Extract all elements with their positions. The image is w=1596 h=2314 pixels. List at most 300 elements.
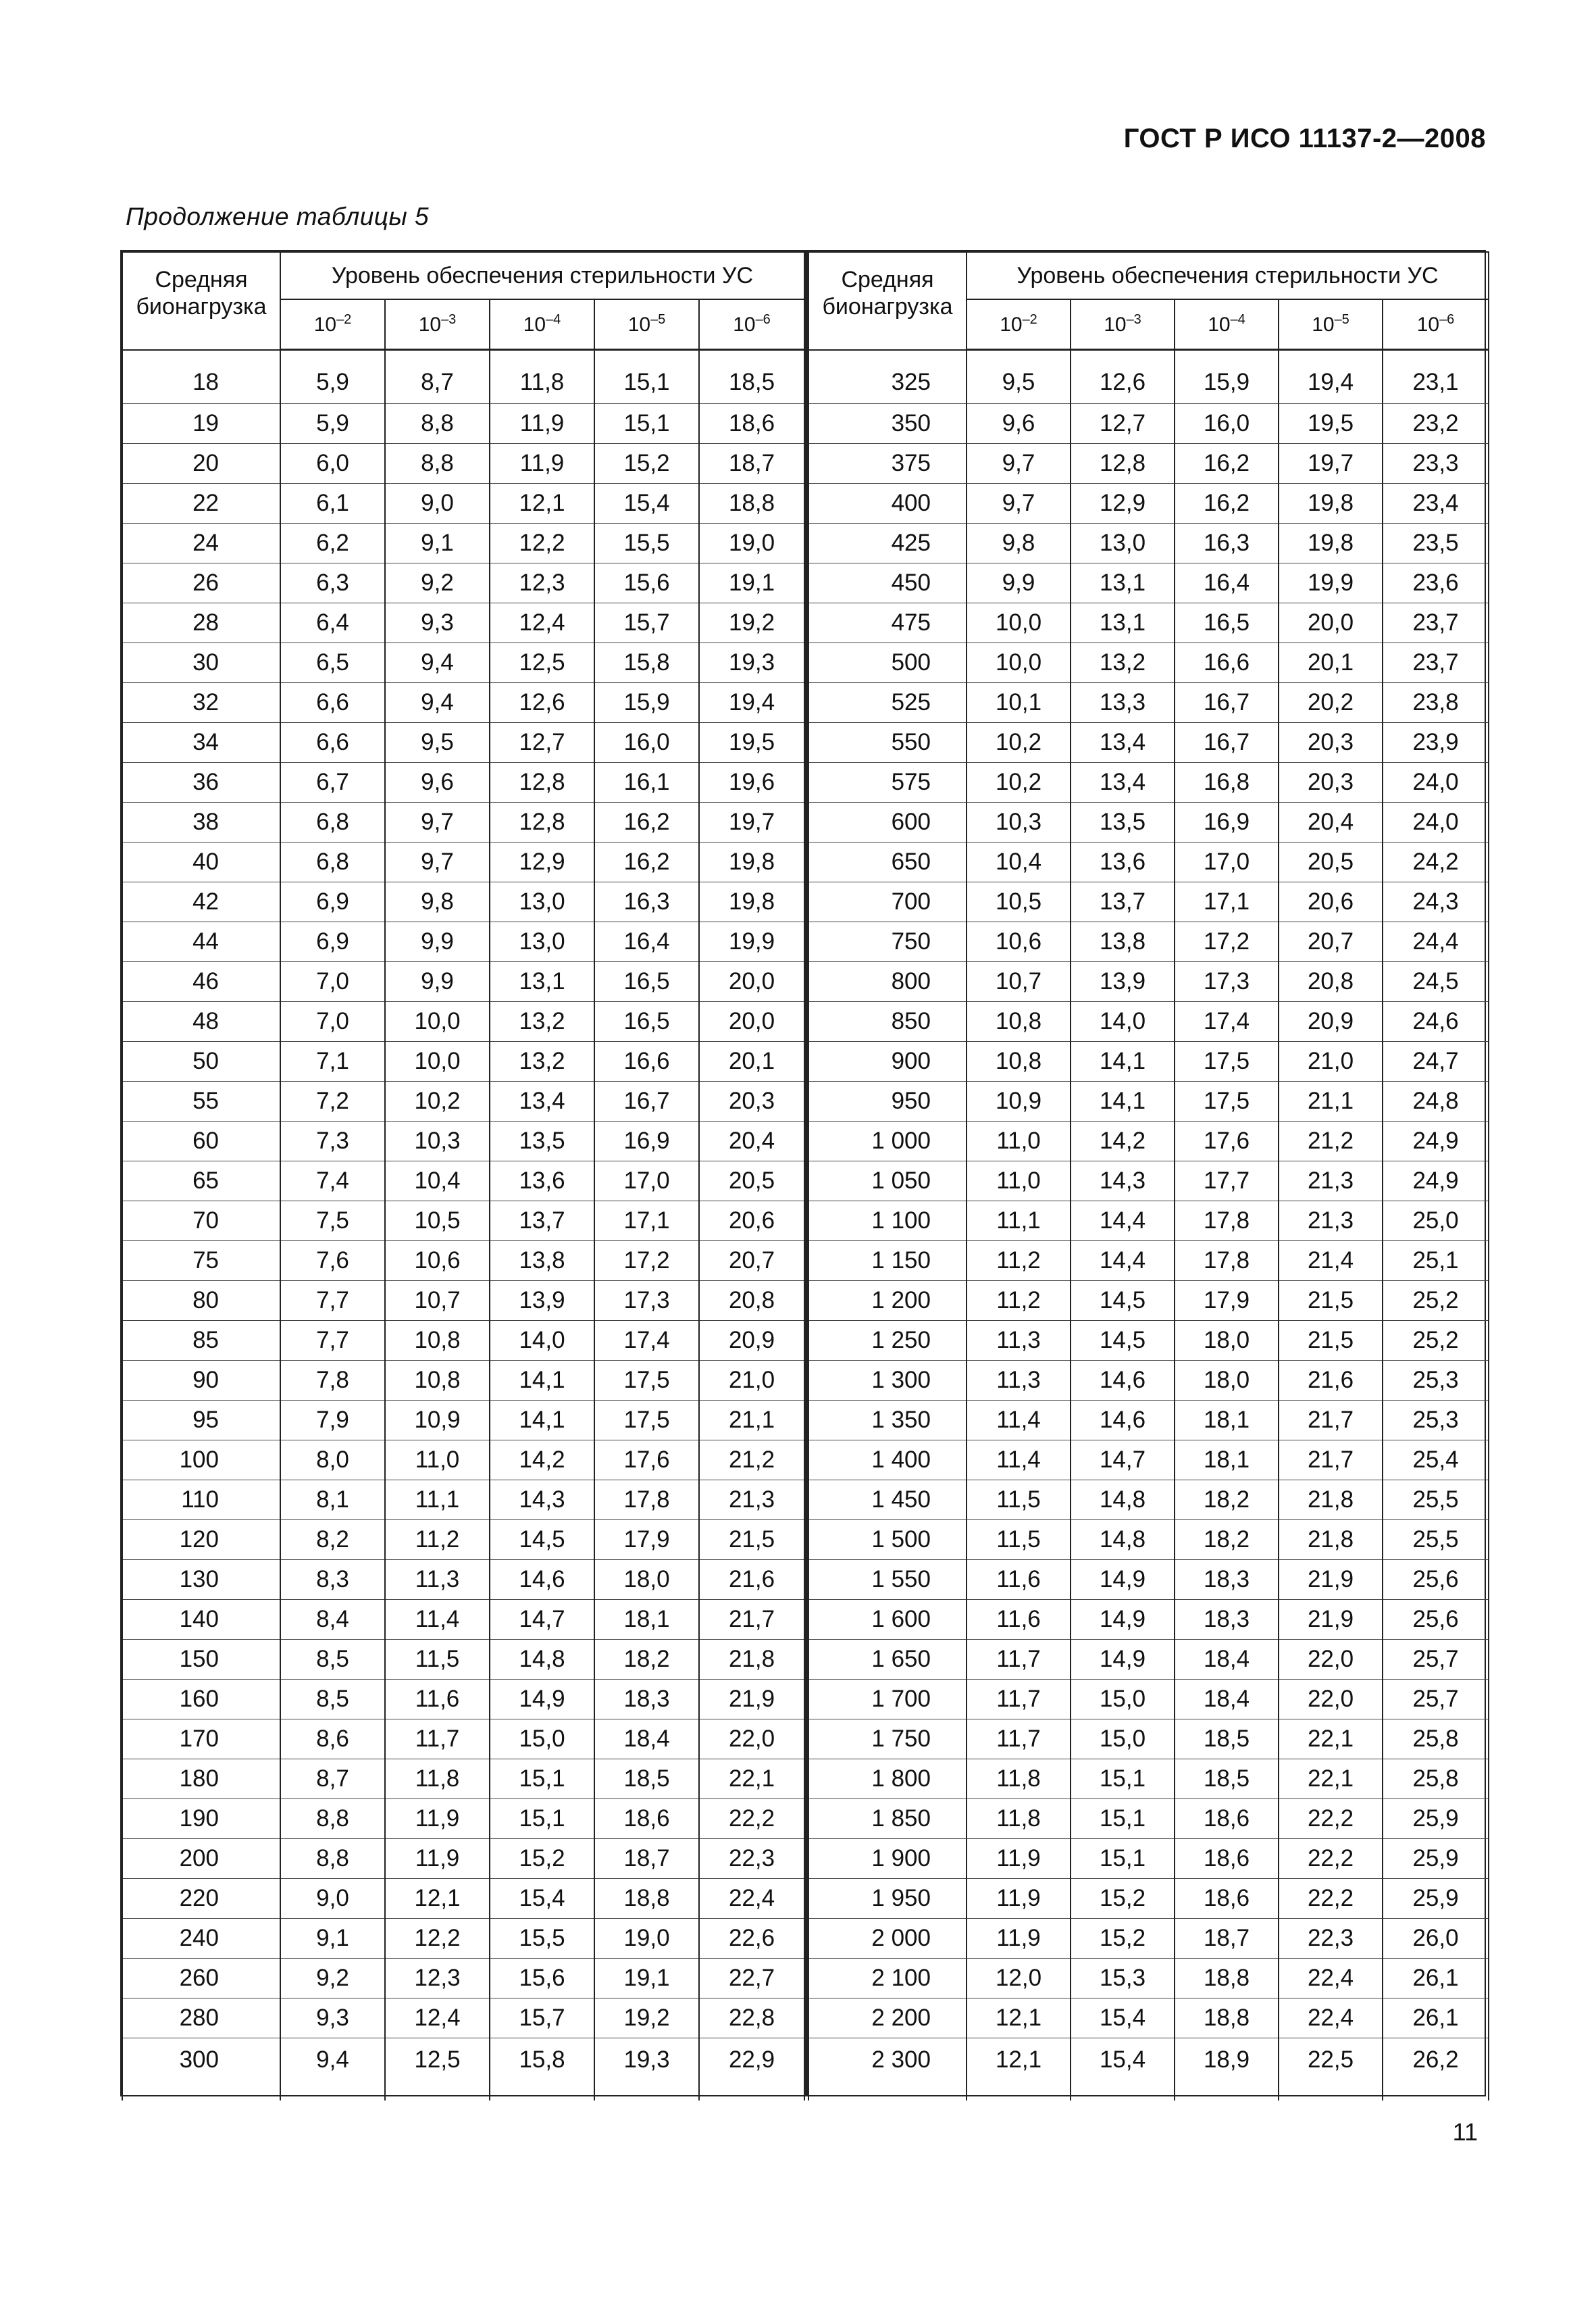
sal-value-cell: 11,9: [490, 444, 594, 484]
document-header: ГОСТ Р ИСО 11137-2—2008: [1123, 124, 1486, 153]
sal-value-cell: 7,6: [280, 1241, 385, 1281]
sal-value-cell: 13,5: [490, 1122, 594, 1161]
table-row: [122, 1759, 804, 1799]
sal-value-cell: 22,4: [1279, 1959, 1383, 1998]
sal-value-cell: 24,0: [1383, 763, 1489, 803]
sal-value-cell: 13,2: [490, 1002, 594, 1042]
sal-value-cell: 16,6: [1175, 643, 1279, 683]
table-row: [808, 1998, 1489, 2038]
bioburden-cell: 2 300: [808, 2038, 967, 2101]
sal-value-cell: 20,0: [1279, 603, 1383, 643]
sal-value-cell: 18,4: [1175, 1680, 1279, 1719]
sal-value-cell: 7,3: [280, 1122, 385, 1161]
sal-value-cell: 21,6: [699, 1560, 804, 1600]
sal-value-cell: 15,2: [1071, 1879, 1175, 1919]
sal-base: 10: [627, 313, 651, 336]
sal-value-cell: 22,2: [1279, 1799, 1383, 1839]
sal-value-cell: 18,7: [1175, 1919, 1279, 1959]
sal-value-cell: 12,6: [1071, 350, 1175, 404]
sal-value-cell: 11,1: [385, 1480, 490, 1520]
sal-value-cell: 15,3: [1071, 1959, 1175, 1998]
sal-exponent: –6: [755, 312, 771, 327]
sal-value-cell: 14,9: [1071, 1600, 1175, 1640]
bioburden-cell: 60: [122, 1122, 280, 1161]
sal-value-cell: 22,1: [699, 1759, 804, 1799]
table-row: [808, 1959, 1489, 1998]
sal-header-cell: [280, 299, 385, 350]
table-row: [808, 1719, 1489, 1759]
sal-value-cell: 16,9: [594, 1122, 699, 1161]
sal-value-cell: 10,0: [385, 1042, 490, 1082]
sal-value-cell: 17,9: [594, 1520, 699, 1560]
bioburden-cell: 1 000: [808, 1122, 967, 1161]
sal-value-cell: 15,7: [490, 1998, 594, 2038]
sal-value-cell: 25,5: [1383, 1480, 1489, 1520]
sal-value-cell: 8,5: [280, 1680, 385, 1719]
sal-value-cell: 11,3: [385, 1560, 490, 1600]
sal-value-cell: 10,2: [385, 1082, 490, 1122]
sal-value-cell: 13,8: [490, 1241, 594, 1281]
sal-value-cell: 24,8: [1383, 1082, 1489, 1122]
table-row: [122, 1401, 804, 1440]
sal-value-cell: 9,3: [280, 1998, 385, 2038]
table-row: [122, 962, 804, 1002]
sal-value-cell: 21,5: [699, 1520, 804, 1560]
sal-value-cell: 16,6: [594, 1042, 699, 1082]
sal-value-cell: 11,7: [967, 1719, 1071, 1759]
sal-value-cell: 19,3: [594, 2038, 699, 2101]
sal-value-cell: 25,7: [1383, 1640, 1489, 1680]
table-row: [808, 484, 1489, 524]
table-row: [808, 444, 1489, 484]
sal-value-cell: 23,3: [1383, 444, 1489, 484]
sal-value-cell: 13,1: [1071, 563, 1175, 603]
bioburden-cell: 425: [808, 524, 967, 563]
bioburden-cell: 550: [808, 723, 967, 763]
column-header-sal: Уровень обеспечения стерильности УС: [280, 252, 804, 299]
table-row: [122, 882, 804, 922]
sal-header-cell: [1175, 299, 1279, 350]
bioburden-cell: 400: [808, 484, 967, 524]
bioburden-cell: 1 550: [808, 1560, 967, 1600]
sal-value-cell: 11,5: [967, 1480, 1071, 1520]
sal-value-cell: 14,4: [1071, 1241, 1175, 1281]
sal-value-cell: 19,8: [1279, 524, 1383, 563]
bioburden-cell: 95: [122, 1401, 280, 1440]
sal-value-cell: 24,7: [1383, 1042, 1489, 1082]
sal-value-cell: 10,4: [385, 1161, 490, 1201]
sal-value-cell: 9,1: [280, 1919, 385, 1959]
table-row: [122, 723, 804, 763]
bioburden-cell: 170: [122, 1719, 280, 1759]
sal-value-cell: 23,8: [1383, 683, 1489, 723]
sal-value-cell: 15,0: [1071, 1719, 1175, 1759]
sal-value-cell: 13,7: [490, 1201, 594, 1241]
sal-value-cell: 14,7: [490, 1600, 594, 1640]
sal-value-cell: 25,9: [1383, 1879, 1489, 1919]
sal-value-cell: 16,3: [594, 882, 699, 922]
table-row: [122, 1560, 804, 1600]
sal-value-cell: 18,7: [594, 1839, 699, 1879]
sal-value-cell: 9,2: [385, 563, 490, 603]
sal-value-cell: 21,4: [1279, 1241, 1383, 1281]
sal-value-cell: 18,5: [1175, 1719, 1279, 1759]
sal-value-cell: 19,6: [699, 763, 804, 803]
sal-value-cell: 24,5: [1383, 962, 1489, 1002]
bioburden-cell: 190: [122, 1799, 280, 1839]
sal-header-cell: [385, 299, 490, 350]
sal-header-cell: [1071, 299, 1175, 350]
column-header-bioburden: Средняя бионагрузка: [808, 252, 967, 350]
sal-value-cell: 21,2: [1279, 1122, 1383, 1161]
sal-value-cell: 11,8: [967, 1759, 1071, 1799]
sal-value-cell: 23,6: [1383, 563, 1489, 603]
table-row: [122, 563, 804, 603]
sal-value-cell: 8,5: [280, 1640, 385, 1680]
sal-value-cell: 10,8: [967, 1042, 1071, 1082]
table-row: [808, 563, 1489, 603]
sal-value-cell: 11,0: [967, 1161, 1071, 1201]
table-row: [122, 1839, 804, 1879]
sal-value-cell: 11,2: [385, 1520, 490, 1560]
table-row: [808, 842, 1489, 882]
bioburden-cell: 800: [808, 962, 967, 1002]
sal-value-cell: 14,9: [490, 1680, 594, 1719]
bioburden-cell: 22: [122, 484, 280, 524]
sal-value-cell: 11,1: [967, 1201, 1071, 1241]
sal-value-cell: 11,6: [967, 1560, 1071, 1600]
sal-value-cell: 18,1: [1175, 1440, 1279, 1480]
sal-value-cell: 15,1: [1071, 1799, 1175, 1839]
sal-value-cell: 20,6: [699, 1201, 804, 1241]
table-row: [808, 1919, 1489, 1959]
sal-value-cell: 22,9: [699, 2038, 804, 2101]
table-row: [122, 1440, 804, 1480]
sal-value-cell: 23,5: [1383, 524, 1489, 563]
bioburden-cell: 700: [808, 882, 967, 922]
bioburden-cell: 650: [808, 842, 967, 882]
sal-value-cell: 19,8: [1279, 484, 1383, 524]
sal-value-cell: 26,1: [1383, 1998, 1489, 2038]
bioburden-cell: 1 850: [808, 1799, 967, 1839]
table-row: [122, 683, 804, 723]
sal-value-cell: 17,9: [1175, 1281, 1279, 1321]
table-row: [808, 763, 1489, 803]
sal-value-cell: 5,9: [280, 404, 385, 444]
sal-header-cell: [967, 299, 1071, 350]
bioburden-cell: 525: [808, 683, 967, 723]
bioburden-cell: 280: [122, 1998, 280, 2038]
sal-value-cell: 18,1: [1175, 1401, 1279, 1440]
sal-value-cell: 17,6: [594, 1440, 699, 1480]
sal-value-cell: 16,0: [594, 723, 699, 763]
sal-value-cell: 6,8: [280, 842, 385, 882]
sal-base: 10: [1104, 313, 1127, 336]
sal-value-cell: 14,8: [1071, 1520, 1175, 1560]
sal-value-cell: 15,2: [1071, 1919, 1175, 1959]
sal-value-cell: 18,0: [594, 1560, 699, 1600]
sal-value-cell: 6,2: [280, 524, 385, 563]
sal-value-cell: 8,1: [280, 1480, 385, 1520]
table-row: [808, 524, 1489, 563]
sal-value-cell: 21,1: [1279, 1082, 1383, 1122]
sal-value-cell: 9,3: [385, 603, 490, 643]
bioburden-cell: 42: [122, 882, 280, 922]
table-row: [808, 1440, 1489, 1480]
table-row: [122, 1480, 804, 1520]
sal-value-cell: 18,6: [699, 404, 804, 444]
table-body-right: [808, 350, 1489, 2101]
table-row: [122, 1201, 804, 1241]
bioburden-cell: 26: [122, 563, 280, 603]
sal-value-cell: 22,4: [699, 1879, 804, 1919]
sal-value-cell: 19,9: [1279, 563, 1383, 603]
sal-value-cell: 9,5: [967, 350, 1071, 404]
sal-exponent: –3: [441, 312, 457, 327]
bioburden-cell: 44: [122, 922, 280, 962]
sal-value-cell: 19,8: [699, 842, 804, 882]
bioburden-cell: 1 300: [808, 1361, 967, 1401]
sal-value-cell: 10,8: [967, 1002, 1071, 1042]
sal-value-cell: 18,0: [1175, 1361, 1279, 1401]
sal-header-cell: [594, 299, 699, 350]
sal-value-cell: 21,9: [1279, 1600, 1383, 1640]
sal-value-cell: 22,4: [1279, 1998, 1383, 2038]
sal-value-cell: 13,4: [1071, 763, 1175, 803]
sal-value-cell: 8,7: [280, 1759, 385, 1799]
sal-header-cell: [699, 299, 804, 350]
sal-value-cell: 18,5: [699, 350, 804, 404]
sal-value-cell: 12,2: [385, 1919, 490, 1959]
sal-value-cell: 7,5: [280, 1201, 385, 1241]
sal-value-cell: 19,4: [699, 683, 804, 723]
sal-value-cell: 12,6: [490, 683, 594, 723]
sal-value-cell: 10,6: [385, 1241, 490, 1281]
sal-value-cell: 15,6: [594, 563, 699, 603]
sal-value-cell: 9,7: [967, 484, 1071, 524]
sal-value-cell: 24,9: [1383, 1122, 1489, 1161]
sal-value-cell: 11,9: [385, 1839, 490, 1879]
sal-value-cell: 10,3: [385, 1122, 490, 1161]
table-row: [808, 1759, 1489, 1799]
sal-value-cell: 20,0: [699, 1002, 804, 1042]
bioburden-cell: 130: [122, 1560, 280, 1600]
sal-value-cell: 19,5: [699, 723, 804, 763]
bioburden-cell: 1 900: [808, 1839, 967, 1879]
sal-value-cell: 17,3: [594, 1281, 699, 1321]
table-row: [122, 842, 804, 882]
sal-value-cell: 22,7: [699, 1959, 804, 1998]
bioburden-cell: 1 950: [808, 1879, 967, 1919]
table-row: [122, 1799, 804, 1839]
sal-value-cell: 12,1: [967, 1998, 1071, 2038]
table-row: [808, 1082, 1489, 1122]
bioburden-cell: 160: [122, 1680, 280, 1719]
sal-value-cell: 21,0: [699, 1361, 804, 1401]
table-row: [808, 1042, 1489, 1082]
sal-value-cell: 13,1: [490, 962, 594, 1002]
sal-value-cell: 16,1: [594, 763, 699, 803]
sal-value-cell: 26,0: [1383, 1919, 1489, 1959]
bioburden-cell: 40: [122, 842, 280, 882]
sal-value-cell: 20,9: [1279, 1002, 1383, 1042]
sal-value-cell: 11,8: [490, 350, 594, 404]
sal-value-cell: 21,6: [1279, 1361, 1383, 1401]
sal-value-cell: 25,0: [1383, 1201, 1489, 1241]
sal-exponent: –6: [1439, 312, 1455, 327]
sal-value-cell: 16,7: [594, 1082, 699, 1122]
sal-value-cell: 20,8: [699, 1281, 804, 1321]
sal-value-cell: 22,2: [1279, 1839, 1383, 1879]
sterility-table: [120, 250, 1486, 2096]
bioburden-cell: 70: [122, 1201, 280, 1241]
sal-value-cell: 16,5: [1175, 603, 1279, 643]
sal-value-cell: 17,1: [594, 1201, 699, 1241]
sal-value-cell: 14,6: [1071, 1361, 1175, 1401]
table-row: [122, 1520, 804, 1560]
bioburden-cell: 500: [808, 643, 967, 683]
sal-value-cell: 12,4: [490, 603, 594, 643]
table-row: [808, 803, 1489, 842]
sal-value-cell: 18,5: [1175, 1759, 1279, 1799]
sal-value-cell: 14,8: [490, 1640, 594, 1680]
bioburden-cell: 65: [122, 1161, 280, 1201]
bioburden-cell: 85: [122, 1321, 280, 1361]
table-row: [122, 803, 804, 842]
bioburden-cell: 750: [808, 922, 967, 962]
sal-value-cell: 8,8: [385, 404, 490, 444]
sal-value-cell: 17,5: [594, 1361, 699, 1401]
sal-value-cell: 16,7: [1175, 723, 1279, 763]
sal-value-cell: 18,6: [1175, 1839, 1279, 1879]
bioburden-cell: 100: [122, 1440, 280, 1480]
table-row: [122, 350, 804, 404]
sal-value-cell: 18,9: [1175, 2038, 1279, 2101]
sal-value-cell: 25,7: [1383, 1680, 1489, 1719]
sal-value-cell: 17,4: [1175, 1002, 1279, 1042]
sal-value-cell: 11,5: [385, 1640, 490, 1680]
sal-value-cell: 21,7: [1279, 1440, 1383, 1480]
sal-value-cell: 13,9: [1071, 962, 1175, 1002]
sal-value-cell: 20,1: [1279, 643, 1383, 683]
table-half-right: [808, 251, 1489, 2101]
sal-value-cell: 18,8: [699, 484, 804, 524]
sal-value-cell: 26,1: [1383, 1959, 1489, 1998]
sal-value-cell: 18,8: [1175, 1959, 1279, 1998]
sal-value-cell: 13,6: [1071, 842, 1175, 882]
column-header-sal: Уровень обеспечения стерильности УС: [967, 252, 1489, 299]
sal-value-cell: 7,0: [280, 962, 385, 1002]
sal-value-cell: 22,3: [1279, 1919, 1383, 1959]
sal-value-cell: 25,2: [1383, 1281, 1489, 1321]
sal-value-cell: 21,3: [699, 1480, 804, 1520]
sal-value-cell: 17,5: [594, 1401, 699, 1440]
sal-value-cell: 15,8: [490, 2038, 594, 2101]
table-row: [122, 1241, 804, 1281]
sal-value-cell: 13,2: [490, 1042, 594, 1082]
bioburden-cell: 375: [808, 444, 967, 484]
sal-value-cell: 6,9: [280, 882, 385, 922]
bioburden-cell: 150: [122, 1640, 280, 1680]
sal-value-cell: 13,2: [1071, 643, 1175, 683]
sal-value-cell: 11,7: [967, 1680, 1071, 1719]
sal-exponent: –2: [1022, 312, 1037, 327]
bioburden-cell: 18: [122, 350, 280, 404]
bioburden-cell: 2 000: [808, 1919, 967, 1959]
sal-value-cell: 9,4: [385, 683, 490, 723]
sal-value-cell: 26,2: [1383, 2038, 1489, 2101]
sal-value-cell: 16,5: [594, 962, 699, 1002]
table-row: [122, 1919, 804, 1959]
sal-value-cell: 12,8: [490, 763, 594, 803]
sal-value-cell: 22,3: [699, 1839, 804, 1879]
sal-value-cell: 18,8: [1175, 1998, 1279, 2038]
table-row: [122, 1640, 804, 1680]
sal-value-cell: 16,2: [594, 842, 699, 882]
sal-value-cell: 13,4: [1071, 723, 1175, 763]
sal-value-cell: 20,3: [1279, 723, 1383, 763]
sal-value-cell: 21,8: [699, 1640, 804, 1680]
sal-value-cell: 12,5: [385, 2038, 490, 2101]
sal-value-cell: 12,1: [490, 484, 594, 524]
bioburden-cell: 200: [122, 1839, 280, 1879]
sal-value-cell: 24,4: [1383, 922, 1489, 962]
sal-value-cell: 13,0: [1071, 524, 1175, 563]
bioburden-cell: 240: [122, 1919, 280, 1959]
sal-value-cell: 12,1: [967, 2038, 1071, 2101]
table-row: [808, 962, 1489, 1002]
sal-value-cell: 11,9: [385, 1799, 490, 1839]
bioburden-cell: 24: [122, 524, 280, 563]
bioburden-cell: 900: [808, 1042, 967, 1082]
sal-value-cell: 9,8: [967, 524, 1071, 563]
sal-value-cell: 18,6: [1175, 1799, 1279, 1839]
sal-value-cell: 12,8: [490, 803, 594, 842]
sal-value-cell: 17,6: [1175, 1122, 1279, 1161]
bioburden-cell: 34: [122, 723, 280, 763]
sal-value-cell: 8,3: [280, 1560, 385, 1600]
sal-value-cell: 8,0: [280, 1440, 385, 1480]
sal-value-cell: 7,1: [280, 1042, 385, 1082]
sal-value-cell: 21,7: [1279, 1401, 1383, 1440]
sal-exponent: –2: [336, 312, 352, 327]
sal-value-cell: 25,5: [1383, 1520, 1489, 1560]
sal-value-cell: 21,9: [699, 1680, 804, 1719]
sal-value-cell: 25,9: [1383, 1839, 1489, 1879]
sal-value-cell: 18,3: [1175, 1560, 1279, 1600]
sal-value-cell: 23,4: [1383, 484, 1489, 524]
sal-value-cell: 11,9: [967, 1879, 1071, 1919]
table-row: [122, 1281, 804, 1321]
sal-value-cell: 24,6: [1383, 1002, 1489, 1042]
sal-value-cell: 18,4: [1175, 1640, 1279, 1680]
sal-value-cell: 10,8: [385, 1321, 490, 1361]
sal-value-cell: 15,8: [594, 643, 699, 683]
table-row: [808, 1839, 1489, 1879]
sal-value-cell: 20,5: [1279, 842, 1383, 882]
sal-value-cell: 15,4: [1071, 1998, 1175, 2038]
sal-value-cell: 23,7: [1383, 603, 1489, 643]
bioburden-cell: 1 100: [808, 1201, 967, 1241]
sal-base: 10: [313, 313, 337, 336]
bioburden-cell: 38: [122, 803, 280, 842]
sal-exponent: –5: [650, 312, 666, 327]
sal-header-cell: [490, 299, 594, 350]
sal-value-cell: 12,5: [490, 643, 594, 683]
table-row: [122, 524, 804, 563]
sal-value-cell: 10,1: [967, 683, 1071, 723]
bioburden-cell: 1 200: [808, 1281, 967, 1321]
